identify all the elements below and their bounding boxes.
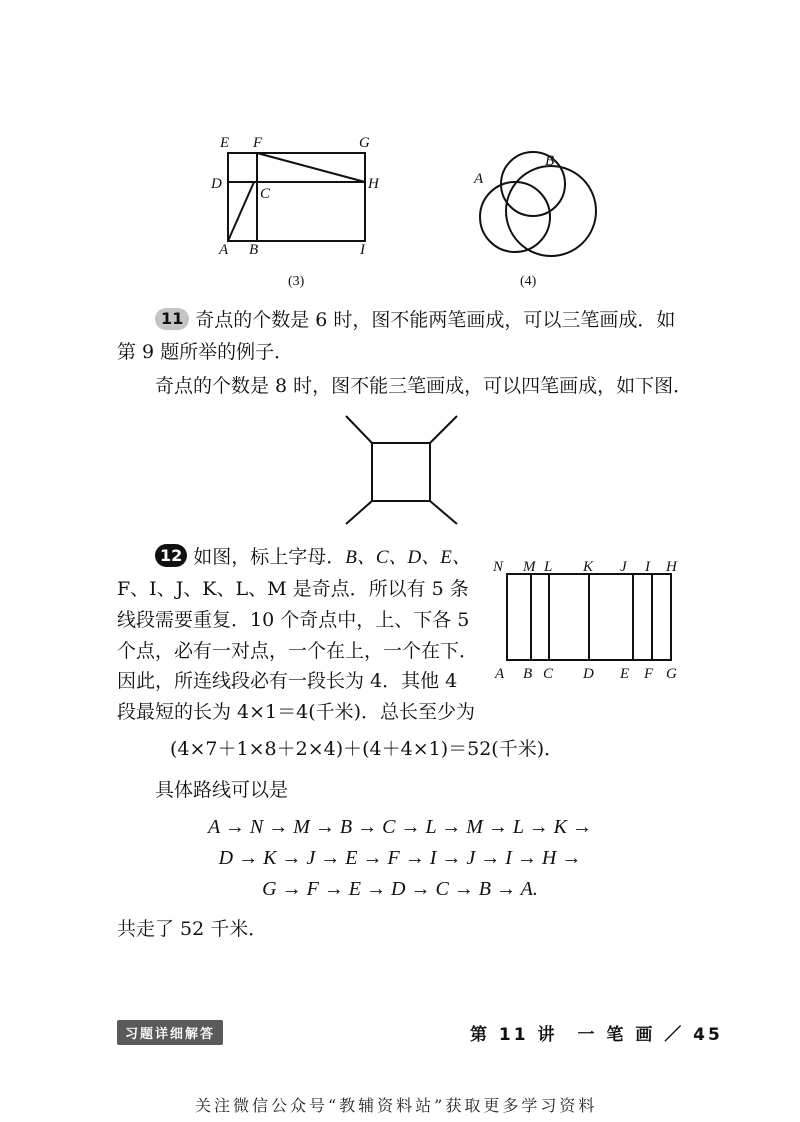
- fig12-label-C: C: [543, 666, 554, 682]
- fig12-label-G: G: [666, 666, 677, 682]
- footer-section-tag: 习题详细解答: [117, 1020, 223, 1045]
- route-line-1: A → N → M → B → C → L → M → L → K →: [208, 816, 592, 838]
- fig3-label-A: A: [219, 242, 229, 258]
- problem-12-line-6: 段最短的长为 4×1＝4(千米)．总长至少为: [117, 701, 476, 723]
- fig3-label-D: D: [211, 176, 222, 192]
- fig12-label-N: N: [493, 559, 504, 575]
- problem-12-line-2: F、I、J、K、L、M 是奇点．所以有 5 条: [117, 578, 469, 600]
- problem-11-line-2: 第 9 题所举的例子．: [117, 341, 294, 363]
- fig12-label-H: H: [666, 559, 677, 575]
- fig3-label-E: E: [220, 135, 230, 151]
- fig12-label-K: K: [583, 559, 594, 575]
- problem-11-text-1: 奇点的个数是 6 时，图不能两笔画成，可以三笔画成．如: [195, 309, 676, 331]
- fig12-label-B: B: [523, 666, 533, 682]
- fig12-label-J: J: [620, 559, 627, 575]
- fig3-label-H: H: [368, 176, 379, 192]
- fig3-label-I: I: [360, 242, 365, 258]
- problem-12-line-4: 个点，必有一对点，一个在上，一个在下．: [117, 640, 479, 662]
- fig3-label-B: B: [249, 242, 259, 258]
- fig12-label-F: F: [644, 666, 654, 682]
- fig3-label-F: F: [253, 135, 263, 151]
- problem-12-formula: (4×7＋1×8＋2×4)＋(4＋4×1)＝52(千米)．: [170, 738, 564, 760]
- route-line-3: G → F → E → D → C → B → A.: [262, 878, 538, 900]
- fig12-label-D: D: [583, 666, 594, 682]
- problem-12-badge: 12: [155, 544, 187, 567]
- problem-12-route-intro: 具体路线可以是: [155, 779, 289, 801]
- fig12-label-E: E: [620, 666, 630, 682]
- fig4-label-B: B: [545, 153, 555, 169]
- problem-12-text-1a: 如图，标上字母．: [193, 546, 346, 568]
- fig12-label-A: A: [495, 666, 505, 682]
- problem-12-text-1b: B、C、D、E、: [345, 547, 471, 568]
- footer-page-info: 第 11 讲 一 笔 画 ／ 45: [470, 1025, 723, 1045]
- figure-12: [488, 555, 688, 685]
- fig3-label-C: C: [260, 186, 271, 202]
- problem-12-conclusion: 共走了 52 千米．: [117, 918, 268, 940]
- figure-3: [200, 128, 400, 289]
- problem-12-line-5: 因此，所连线段必有一段长为 4．其他 4: [117, 670, 458, 692]
- fig12-label-M: M: [523, 559, 536, 575]
- fig4-caption: (4): [520, 274, 537, 289]
- fig3-caption: (3): [288, 274, 305, 289]
- route-line-2: D → K → J → E → F → I → J → I → H →: [218, 847, 582, 869]
- problem-11-badge: 11: [155, 308, 189, 330]
- watermark: 关注微信公众号“教辅资料站”获取更多学习资料: [195, 1096, 598, 1115]
- figure-4: [455, 145, 615, 295]
- problem-11-line-3: 奇点的个数是 8 时，图不能三笔画成，可以四笔画成，如下图．: [155, 375, 693, 397]
- fig3-label-G: G: [359, 135, 370, 151]
- figure-square: [340, 410, 465, 530]
- fig12-label-L: L: [544, 559, 553, 575]
- fig12-label-I: I: [645, 559, 650, 575]
- problem-12-line-3: 线段需要重复．10 个奇点中，上、下各 5: [117, 609, 470, 631]
- fig4-label-A: A: [474, 171, 484, 187]
- problem-11-line-1: [155, 304, 675, 336]
- problem-12-line-1: [155, 541, 471, 574]
